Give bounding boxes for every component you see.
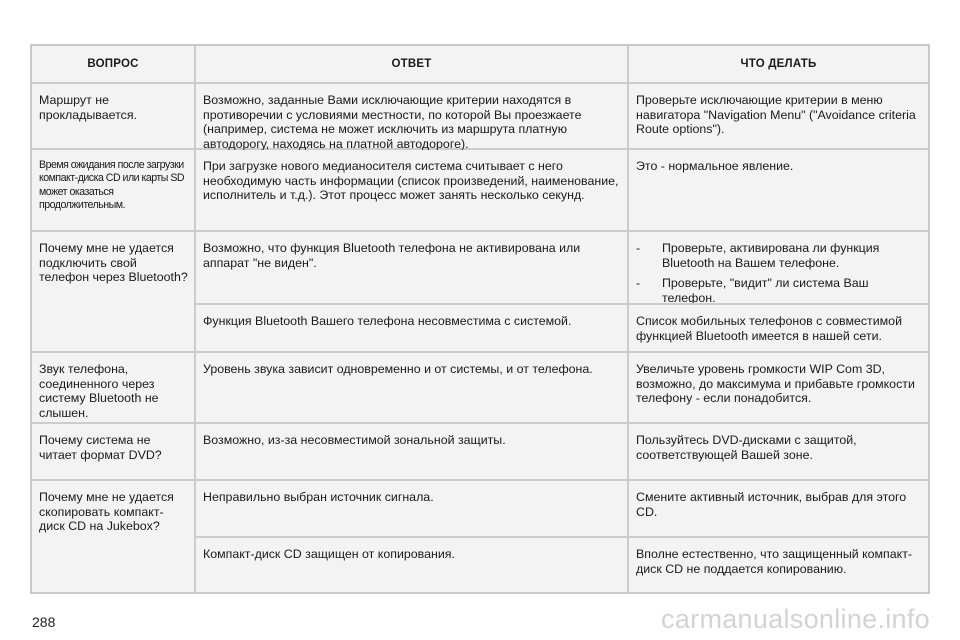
table-row [32,422,928,479]
question-cell: Маршрут не прокладывается. [32,84,194,148]
dash-bullet: - [636,241,641,255]
answer-subrow [194,232,928,303]
header-action: ЧТО ДЕЛАТЬ [627,46,928,82]
answer-cell: Возможно, заданные Вами исключающие критерии находятся в противоречии с условиями местности, по которой Вы проезжаете (например, система не может исключить из маршрута платную автодорогу, находясь на платной автодороге). [194,84,627,148]
header-answer: ОТВЕТ [194,46,627,82]
answer-cell: Компакт-диск CD защищен от копирования. [194,538,627,592]
action-cell: Пользуйтесь DVD-дисками с защитой, соответствующей Вашей зоне. [627,424,928,479]
answer-subrow [194,303,928,351]
answer-cell: Уровень звука зависит одновременно и от системы, и от телефона. [194,353,627,422]
answer-subrow [194,481,928,536]
answer-cell: Функция Bluetooth Вашего телефона несовместима с системой. [194,305,627,351]
action-cell: Это - нормальное явление. [627,150,928,230]
action-cell: Вполне естественно, что защищенный компакт-диск CD не поддается копированию. [627,538,928,592]
question-cell: Почему система не читает формат DVD? [32,424,194,479]
answers-group [194,232,928,351]
question-cell: Звук телефона, соединенного через систему Bluetooth не слышен. [32,353,194,422]
dash-bullet: - [636,276,641,290]
answer-cell: Возможно, из-за несовместимой зональной защиты. [194,424,627,479]
header-question: ВОПРОС [32,46,194,82]
watermark: carmanualsonline.info [661,604,930,634]
answer-cell: Возможно, что функция Bluetooth телефона не активирована или аппарат "не виден". [194,232,627,303]
answer-cell: При загрузке нового медианосителя система считывает с него необходимую часть информации (список произведений, наименование, исполнитель и т.д.). Этот процесс может занять несколько секунд. [194,150,627,230]
action-cell: Смените активный источник, выбрав для этого CD. [627,481,928,536]
page-number: 288 [32,614,56,630]
question-cell: Почему мне не удается скопировать компакт-диск CD на Jukebox? [32,481,194,592]
action-cell [627,232,928,303]
table-row [32,351,928,422]
question-cell: Время ожидания после загрузки компакт-диска CD или карты SD может оказаться продолжительным. [32,150,194,230]
answers-group [194,481,928,592]
action-cell: Увеличьте уровень громкости WIP Com 3D, возможно, до максимума и прибавьте громкости телефону - если понадобится. [627,353,928,422]
action-list-item [636,276,922,305]
table-row [32,230,928,351]
table-row [32,148,928,230]
action-list-text: Проверьте, "видит" ли система Ваш телефон. [662,276,869,305]
table-row [32,82,928,151]
table-header-row [32,46,928,82]
table-row [32,479,928,592]
question-cell: Почему мне не удается подключить свой телефон через Bluetooth? [32,232,194,351]
answer-cell: Неправильно выбран источник сигнала. [194,481,627,536]
action-cell: Список мобильных телефонов с совместимой функцией Bluetooth имеется в нашей сети. [627,305,928,351]
action-list-item [636,241,922,270]
action-cell: Проверьте исключающие критерии в меню навигатора "Navigation Menu" ("Avoidance criteria Route options"). [627,84,928,148]
action-list-text: Проверьте, активирована ли функция Bluetooth на Вашем телефоне. [662,241,880,270]
faq-table [30,44,930,594]
answer-subrow [194,536,928,592]
